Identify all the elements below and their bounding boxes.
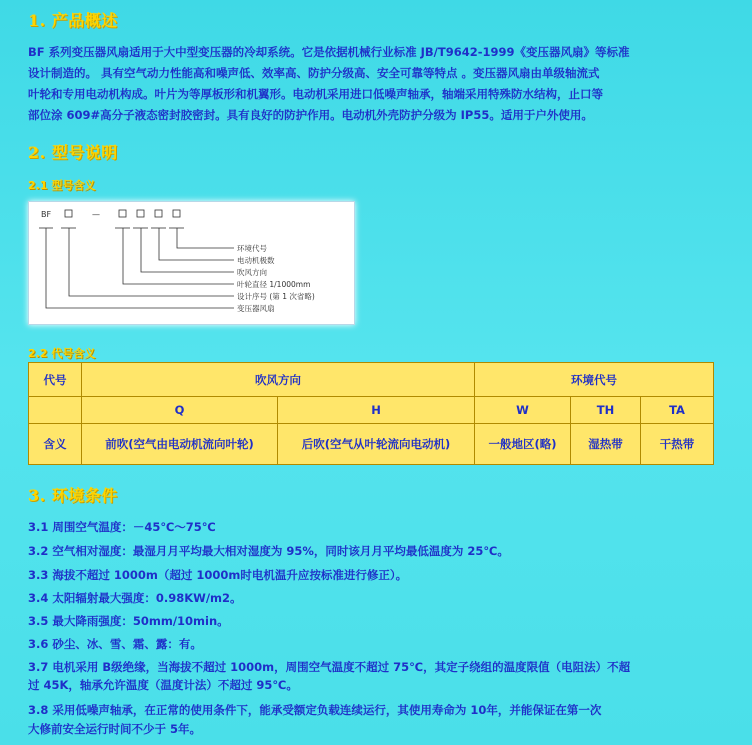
code-h: H xyxy=(278,397,475,424)
code-ta: TA xyxy=(641,397,714,424)
env-box xyxy=(173,210,180,217)
header-code: 代号 xyxy=(29,363,82,397)
design-number-box xyxy=(65,210,72,217)
label-design-number: 设计序号 (第 1 次省略) xyxy=(237,292,315,301)
env-item: 3.3 海拔不超过 1000m（超过 1000m时电机温升应按标准进行修正）。 xyxy=(28,568,408,582)
overview-line: 设计制造的。 具有空气动力性能高和噪声低、效率高、防护分级高、安全可靠等特点 。变压器风扇由单级轴流式 xyxy=(28,66,600,80)
meaning-q: 前吹(空气由电动机流向叶轮) xyxy=(82,424,278,465)
env-item: 3.2 空气相对湿度：最湿月月平均最大相对湿度为 95%，同时该月月平均最低温度为 25℃。 xyxy=(28,544,509,558)
meaning-th: 湿热带 xyxy=(571,424,641,465)
section-1-title: 1. 产品概述 xyxy=(28,11,118,30)
code-meaning-title: 2.2 代号含义 xyxy=(28,347,96,360)
env-item: 3.1 周围空气温度：－45℃～75℃ xyxy=(28,520,216,534)
env-item: 3.4 太阳辐射最大强度：0.98KW/m2。 xyxy=(28,591,242,605)
env-item: 大修前安全运行时间不少于 5年。 xyxy=(28,722,202,736)
overview-line: BF 系列变压器风扇适用于大中型变压器的冷却系统。它是依据机械行业标准 JB/T9642-1999《变压器风扇》等标准 xyxy=(28,45,630,59)
poles-box xyxy=(155,210,162,217)
label-motor-poles: 电动机极数 xyxy=(237,256,275,265)
model-code-svg xyxy=(29,202,354,324)
env-item: 过 45K，轴承允许温度（温度计法）不超过 95℃。 xyxy=(28,678,298,692)
empty-cell xyxy=(29,397,82,424)
impeller-box xyxy=(119,210,126,217)
table-row xyxy=(29,363,714,397)
overview-line: 叶轮和专用电动机构成。叶片为等厚板形和机翼形。电动机采用进口低噪声轴承，轴端采用特殊防水结构，止口等 xyxy=(28,87,603,101)
code-q: Q xyxy=(82,397,278,424)
header-env-code: 环境代号 xyxy=(475,363,714,397)
diagram-lines xyxy=(39,228,234,308)
header-blow-direction: 吹风方向 xyxy=(82,363,475,397)
env-item: 3.7 电机采用 B级绝缘，当海拔不超过 1000m，周围空气温度不超过 75℃，其定子绕组的温度限值（电阻法）不超 xyxy=(28,660,631,674)
code-th: TH xyxy=(571,397,641,424)
env-item: 3.8 采用低噪声轴承，在正常的使用条件下，能承受额定负载连续运行，其使用寿命为 10年，并能保证在第一次 xyxy=(28,703,602,717)
section-2-title: 2. 型号说明 xyxy=(28,143,118,162)
meaning-h: 后吹(空气从叶轮流向电动机) xyxy=(278,424,475,465)
overview-paragraph xyxy=(28,42,733,126)
env-item: 3.5 最大降雨强度：50mm/10min。 xyxy=(28,614,229,628)
label-impeller-diameter: 叶轮直径 1/1000mm xyxy=(237,280,311,289)
direction-box xyxy=(137,210,144,217)
code-w: W xyxy=(475,397,571,424)
model-code-diagram xyxy=(28,201,355,325)
meaning-ta: 干热带 xyxy=(641,424,714,465)
diagram-prefix: BF xyxy=(41,210,52,219)
meaning-w: 一般地区(略) xyxy=(475,424,571,465)
code-meaning-table xyxy=(28,362,714,465)
meaning-label: 含义 xyxy=(29,424,82,465)
diagram-dash: — xyxy=(92,210,100,219)
label-transformer-fan: 变压器风扇 xyxy=(237,304,275,313)
table-row xyxy=(29,424,714,465)
model-meaning-title: 2.1 型号含义 xyxy=(28,179,96,192)
overview-line: 部位涂 609#高分子液态密封胶密封。具有良好的防护作用。电动机外壳防护分级为 IP55。适用于户外使用。 xyxy=(28,108,593,122)
table-row xyxy=(29,397,714,424)
env-item: 3.6 砂尘、冰、雪、霜、露：有。 xyxy=(28,637,202,651)
label-blow-direction: 吹风方向 xyxy=(237,268,267,277)
section-3-title: 3. 环境条件 xyxy=(28,486,118,505)
label-env-code: 环境代号 xyxy=(237,244,267,253)
